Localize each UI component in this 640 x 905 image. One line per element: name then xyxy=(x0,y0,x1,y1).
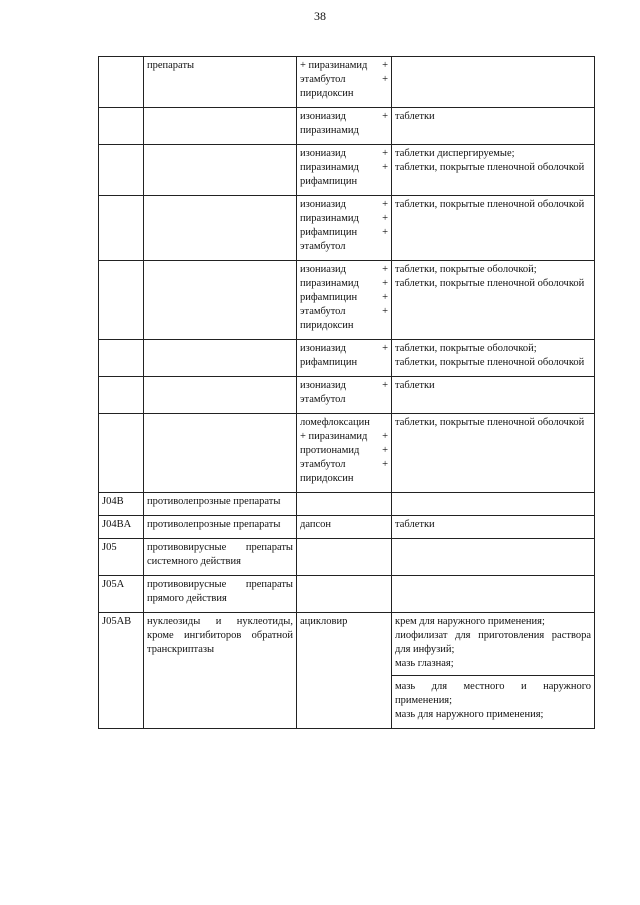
table-row xyxy=(99,516,595,539)
dosage-form-cell xyxy=(392,196,595,261)
drug-name-line: этамбутол + xyxy=(300,459,388,470)
dosage-form-cell xyxy=(392,576,595,613)
dosage-form-line: таблетки, покрытые пленочной оболочкой xyxy=(395,278,585,289)
dosage-form-line: мазь глазная; xyxy=(395,658,454,669)
dosage-form-cell xyxy=(392,493,595,516)
group-name-cell: противовирусные препараты прямого действия xyxy=(144,576,297,613)
group-name-cell: противолепрозные препараты xyxy=(144,493,297,516)
atc-code-cell: J04BA xyxy=(99,516,144,539)
drug-name-line: пиразинамид xyxy=(300,125,359,136)
group-name-cell xyxy=(144,261,297,340)
drug-name-cell xyxy=(297,539,392,576)
table-row xyxy=(99,493,595,516)
drug-name-line: пиридоксин xyxy=(300,473,354,484)
dosage-form-cell xyxy=(392,145,595,196)
dosage-form-line: таблетки xyxy=(395,111,435,122)
drug-name-line: дапсон xyxy=(300,519,332,530)
drug-name-line: ломефлоксацин xyxy=(300,417,370,428)
dosage-form-block xyxy=(392,615,594,676)
table-row xyxy=(99,613,595,729)
dosage-form-line: таблетки, покрытые оболочкой; xyxy=(395,343,537,354)
drug-name-line: пиразинамид + xyxy=(300,162,388,173)
atc-code-cell xyxy=(99,261,144,340)
dosage-form-cell xyxy=(392,261,595,340)
table-row xyxy=(99,414,595,493)
group-name-cell: нуклеозиды и нуклеотиды, кроме ингибиторов обратной транскриптазы xyxy=(144,613,297,729)
dosage-form-block xyxy=(392,676,594,726)
drug-name-line: пиридоксин xyxy=(300,88,354,99)
dosage-form-cell xyxy=(392,377,595,414)
drug-name-cell xyxy=(297,377,392,414)
dosage-form-cell xyxy=(392,613,595,729)
dosage-form-line: таблетки диспергируемые; xyxy=(395,148,515,159)
atc-code-cell xyxy=(99,414,144,493)
dosage-form-line: мазь для местного и наружного применения; xyxy=(395,681,591,706)
dosage-form-cell xyxy=(392,57,595,108)
table-row xyxy=(99,108,595,145)
drug-name-line: этамбутол xyxy=(300,394,346,405)
table-row xyxy=(99,377,595,414)
group-name-cell xyxy=(144,340,297,377)
drug-name-cell xyxy=(297,516,392,539)
table-row xyxy=(99,340,595,377)
atc-code-cell: J04B xyxy=(99,493,144,516)
drug-name-cell xyxy=(297,57,392,108)
table-row xyxy=(99,539,595,576)
drug-name-cell xyxy=(297,108,392,145)
drug-name-line: рифампицин xyxy=(300,357,358,368)
drug-name-line: изониазид + xyxy=(300,111,388,122)
dosage-form-line: крем для наружного применения; xyxy=(395,616,545,627)
atc-code-cell: J05 xyxy=(99,539,144,576)
drug-table xyxy=(98,56,595,729)
atc-code-cell xyxy=(99,57,144,108)
drug-name-line: + пиразинамид + xyxy=(300,60,388,71)
drug-name-line: изониазид + xyxy=(300,148,388,159)
drug-name-cell xyxy=(297,145,392,196)
table-row xyxy=(99,57,595,108)
atc-code-cell xyxy=(99,196,144,261)
atc-code-cell: J05A xyxy=(99,576,144,613)
drug-name-line: рифампицин + xyxy=(300,292,388,303)
dosage-form-line: таблетки, покрытые пленочной оболочкой xyxy=(395,357,585,368)
dosage-form-cell xyxy=(392,108,595,145)
table-row xyxy=(99,145,595,196)
drug-name-line: изониазид + xyxy=(300,199,388,210)
group-name-cell: противовирусные препараты системного действия xyxy=(144,539,297,576)
group-name-cell xyxy=(144,145,297,196)
dosage-form-line: таблетки, покрытые оболочкой; xyxy=(395,264,537,275)
dosage-form-cell xyxy=(392,414,595,493)
drug-name-cell xyxy=(297,196,392,261)
atc-code-cell xyxy=(99,377,144,414)
drug-name-line: пиридоксин xyxy=(300,320,354,331)
drug-name-line: этамбутол + xyxy=(300,74,388,85)
dosage-form-line: таблетки, покрытые пленочной оболочкой xyxy=(395,199,585,210)
drug-name-cell xyxy=(297,414,392,493)
dosage-form-line: таблетки xyxy=(395,380,435,391)
drug-name-line: рифампицин xyxy=(300,176,358,187)
dosage-form-line: таблетки, покрытые пленочной оболочкой xyxy=(395,417,585,428)
drug-name-cell xyxy=(297,613,392,729)
drug-name-line: этамбутол + xyxy=(300,306,388,317)
drug-table-body xyxy=(99,57,595,729)
dosage-form-line: таблетки xyxy=(395,519,435,530)
drug-name-cell xyxy=(297,493,392,516)
drug-name-line: пиразинамид + xyxy=(300,278,388,289)
drug-name-line: пиразинамид + xyxy=(300,213,388,224)
drug-name-line: изониазид + xyxy=(300,264,388,275)
dosage-form-cell xyxy=(392,539,595,576)
table-row xyxy=(99,196,595,261)
drug-name-line: изониазид + xyxy=(300,343,388,354)
drug-name-line: рифампицин + xyxy=(300,227,388,238)
group-name-cell xyxy=(144,196,297,261)
group-name-cell xyxy=(144,108,297,145)
dosage-form-cell xyxy=(392,516,595,539)
drug-name-cell xyxy=(297,261,392,340)
drug-name-line: протионамид + xyxy=(300,445,388,456)
drug-name-cell xyxy=(297,576,392,613)
dosage-form-cell xyxy=(392,340,595,377)
atc-code-cell xyxy=(99,340,144,377)
drug-name-line: этамбутол xyxy=(300,241,346,252)
group-name-cell xyxy=(144,377,297,414)
group-name-cell: противолепрозные препараты xyxy=(144,516,297,539)
page-number: 38 xyxy=(314,9,326,23)
dosage-form-line: таблетки, покрытые пленочной оболочкой xyxy=(395,162,585,173)
atc-code-cell: J05AB xyxy=(99,613,144,729)
group-name-cell: препараты xyxy=(144,57,297,108)
atc-code-cell xyxy=(99,108,144,145)
atc-code-cell xyxy=(99,145,144,196)
drug-name-line: изониазид + xyxy=(300,380,388,391)
dosage-form-line: мазь для наружного применения; xyxy=(395,709,544,720)
table-row xyxy=(99,261,595,340)
drug-name-line: + пиразинамид + xyxy=(300,431,388,442)
group-name-cell xyxy=(144,414,297,493)
dosage-form-line: лиофилизат для приготовления раствора для инфузий; xyxy=(395,630,591,655)
table-row xyxy=(99,576,595,613)
drug-name-cell xyxy=(297,340,392,377)
drug-name-line: ацикловир xyxy=(300,616,348,627)
